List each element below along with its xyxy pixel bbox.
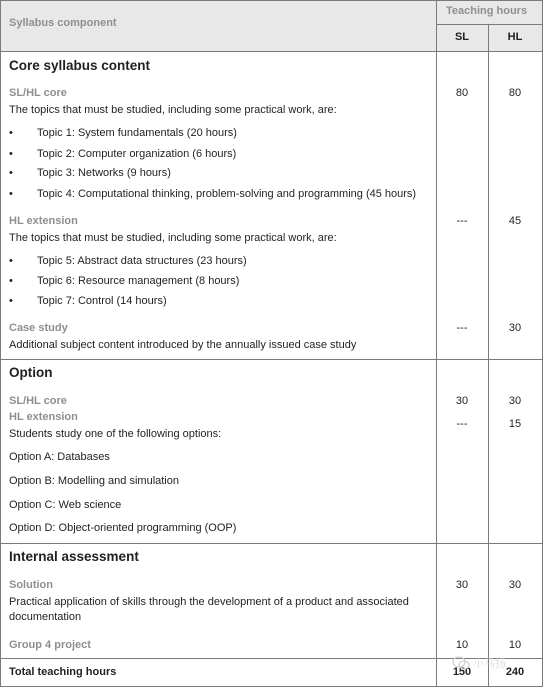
table-border-top	[0, 0, 543, 1]
list-bullet: •	[9, 275, 13, 287]
list-bullet: •	[9, 148, 13, 160]
watermark	[452, 655, 506, 671]
core-slhl-intro: The topics that must be studied, including some practical work, are:	[9, 104, 337, 116]
wechat-icon	[452, 656, 470, 670]
section-title-core: Core syllabus content	[9, 58, 151, 73]
core-hl-label: HL extension	[9, 215, 78, 227]
core-slhl-hl: 80	[508, 87, 522, 99]
case-study-hl: 30	[508, 322, 522, 334]
list-item: Option B: Modelling and simulation	[9, 475, 179, 487]
solution-text-line-1: Practical application of skills through the development of a product and associated	[9, 596, 409, 608]
option-slhl-sl: 30	[455, 395, 469, 407]
solution-label: Solution	[9, 579, 53, 591]
section-title-internal-assessment: Internal assessment	[9, 549, 139, 564]
watermark-text: 小马扬	[473, 658, 506, 670]
section-divider-option	[0, 359, 543, 360]
header-teaching-hours: Teaching hours	[446, 5, 528, 17]
list-item: Option D: Object-oriented programming (OOP)	[9, 522, 237, 534]
list-item: Topic 5: Abstract data structures (23 hours)	[37, 255, 247, 267]
list-item: Option A: Databases	[9, 451, 110, 463]
list-item: Option C: Web science	[9, 499, 122, 511]
list-bullet: •	[9, 167, 13, 179]
option-slhl-hl: 30	[508, 395, 522, 407]
list-bullet: •	[9, 188, 13, 200]
table-border-left	[0, 0, 1, 687]
option-hl-sl: ---	[456, 418, 468, 430]
list-bullet: •	[9, 255, 13, 267]
header-syllabus-component: Syllabus component	[9, 17, 117, 29]
group4-hl: 10	[508, 639, 522, 651]
list-item: Topic 6: Resource management (8 hours)	[37, 275, 240, 287]
list-bullet: •	[9, 295, 13, 307]
total-label: Total teaching hours	[9, 666, 117, 678]
option-hl-hl: 15	[508, 418, 522, 430]
case-study-sl: ---	[456, 322, 468, 334]
solution-sl: 30	[455, 579, 469, 591]
total-sl: 150	[452, 666, 472, 678]
core-hl-intro: The topics that must be studied, including some practical work, are:	[9, 232, 337, 244]
case-study-label: Case study	[9, 322, 68, 334]
case-study-text: Additional subject content introduced by the annually issued case study	[9, 339, 357, 351]
core-hl-sl: ---	[456, 215, 468, 227]
core-slhl-sl: 80	[455, 87, 469, 99]
list-bullet: •	[9, 127, 13, 139]
section-divider-ia	[0, 543, 543, 544]
list-item: Topic 1: System fundamentals (20 hours)	[37, 127, 237, 139]
core-slhl-label: SL/HL core	[9, 87, 67, 99]
list-item: Topic 2: Computer organization (6 hours)	[37, 148, 237, 160]
option-intro: Students study one of the following options:	[9, 428, 222, 440]
option-slhl-label: SL/HL core	[9, 395, 67, 407]
group4-label: Group 4 project	[9, 639, 91, 651]
header-sl: SL	[454, 31, 470, 43]
option-hl-label: HL extension	[9, 411, 78, 423]
header-bottom-border	[0, 51, 543, 52]
solution-text-line-2: documentation	[9, 611, 82, 623]
core-hl-hl: 45	[508, 215, 522, 227]
header-divider	[436, 24, 543, 25]
section-title-option: Option	[9, 365, 53, 380]
list-item: Topic 3: Networks (9 hours)	[37, 167, 171, 179]
list-item: Topic 7: Control (14 hours)	[37, 295, 167, 307]
header-hl: HL	[507, 31, 523, 43]
total-hl: 240	[505, 666, 525, 678]
list-item: Topic 4: Computational thinking, problem-solving and programming (45 hours)	[37, 188, 417, 200]
group4-sl: 10	[455, 639, 469, 651]
solution-hl: 30	[508, 579, 522, 591]
